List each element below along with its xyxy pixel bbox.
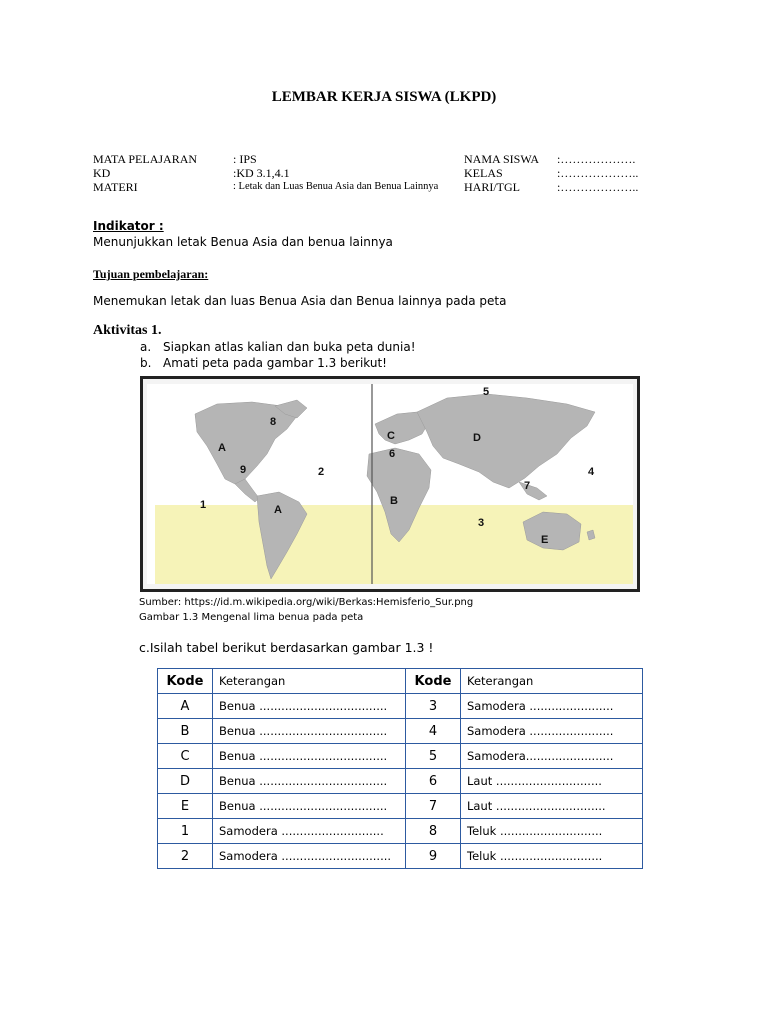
table-row bbox=[158, 719, 643, 744]
answer-cell[interactable]: Laut ............................. bbox=[461, 769, 643, 794]
code-cell: E bbox=[158, 794, 213, 819]
map-label: D bbox=[473, 432, 481, 444]
code-cell: B bbox=[158, 719, 213, 744]
asia bbox=[417, 394, 595, 488]
code-cell: C bbox=[158, 744, 213, 769]
aktivitas-heading: Aktivitas 1. bbox=[93, 323, 162, 338]
answer-cell[interactable]: Laut .............................. bbox=[461, 794, 643, 819]
meta-label-subject: MATA PELAJARAN bbox=[93, 152, 198, 166]
table-header-row bbox=[158, 669, 643, 694]
tujuan-heading: Tujuan pembelajaran: bbox=[93, 267, 209, 281]
step-a bbox=[140, 340, 416, 354]
map-caption: Gambar 1.3 Mengenal lima benua pada peta bbox=[139, 612, 364, 623]
map-label: 6 bbox=[389, 448, 396, 460]
answer-cell[interactable]: Teluk ............................ bbox=[461, 819, 643, 844]
header-keterangan-left: Keterangan bbox=[213, 669, 406, 694]
meta-value-subject: : IPS bbox=[233, 152, 257, 166]
indikator-heading: Indikator : bbox=[93, 219, 164, 233]
map-label: 1 bbox=[200, 499, 207, 511]
answer-table bbox=[157, 668, 643, 869]
answer-cell[interactable]: Samodera........................ bbox=[461, 744, 643, 769]
answer-cell[interactable]: Benua ................................... bbox=[213, 794, 406, 819]
map-label: 8 bbox=[270, 416, 277, 428]
table-row bbox=[158, 844, 643, 869]
answer-cell[interactable]: Benua ................................... bbox=[213, 719, 406, 744]
meta-label-materi: MATERI bbox=[93, 180, 138, 194]
code-cell: 9 bbox=[406, 844, 461, 869]
header-kode-right: Kode bbox=[406, 669, 461, 694]
map-label: A bbox=[218, 442, 226, 454]
answer-cell[interactable]: Samodera .............................. bbox=[213, 844, 406, 869]
meta-value-date: :……………….. bbox=[557, 180, 639, 194]
world-map-drawing bbox=[147, 384, 633, 584]
code-cell: 7 bbox=[406, 794, 461, 819]
meta-label-date: HARI/TGL bbox=[464, 180, 520, 194]
code-cell: 2 bbox=[158, 844, 213, 869]
answer-cell[interactable]: Teluk ............................ bbox=[461, 844, 643, 869]
map-source: Sumber: https://id.m.wikipedia.org/wiki/Berkas:Hemisferio_Sur.png bbox=[139, 597, 474, 608]
step-a-marker: a. bbox=[140, 340, 152, 354]
answer-cell[interactable]: Samodera ....................... bbox=[461, 719, 643, 744]
map-label: 2 bbox=[318, 466, 325, 478]
answer-cell[interactable]: Samodera ....................... bbox=[461, 694, 643, 719]
answer-cell[interactable]: Benua ................................... bbox=[213, 694, 406, 719]
header-kode-left: Kode bbox=[158, 669, 213, 694]
step-b-marker: b. bbox=[140, 356, 152, 370]
map-label: 5 bbox=[483, 386, 490, 398]
central-america bbox=[235, 479, 259, 502]
meta-value-kd: :KD 3.1,4.1 bbox=[233, 166, 290, 180]
meta-label-name: NAMA SISWA bbox=[464, 152, 540, 166]
table-row bbox=[158, 744, 643, 769]
meta-value-name: :………………. bbox=[557, 152, 636, 166]
map-label: 9 bbox=[240, 464, 247, 476]
code-cell: 8 bbox=[406, 819, 461, 844]
step-a-text: Siapkan atlas kalian dan buka peta dunia! bbox=[163, 340, 416, 354]
code-cell: 5 bbox=[406, 744, 461, 769]
code-cell: 4 bbox=[406, 719, 461, 744]
answer-cell[interactable]: Samodera ............................ bbox=[213, 819, 406, 844]
code-cell: A bbox=[158, 694, 213, 719]
table-instruction: c.Isilah tabel berikut berdasarkan gambar 1.3 ! bbox=[139, 640, 434, 655]
meta-value-materi: : Letak dan Luas Benua Asia dan Benua Lainnya bbox=[233, 181, 439, 192]
tujuan-text: Menemukan letak dan luas Benua Asia dan Benua lainnya pada peta bbox=[93, 294, 507, 308]
answer-cell[interactable]: Benua ................................... bbox=[213, 769, 406, 794]
step-b bbox=[140, 356, 387, 370]
map-label: C bbox=[387, 430, 395, 442]
table-row bbox=[158, 694, 643, 719]
code-cell: 1 bbox=[158, 819, 213, 844]
meta-value-class: :……………….. bbox=[557, 166, 639, 180]
step-b-text: Amati peta pada gambar 1.3 berikut! bbox=[163, 356, 387, 370]
map-label: E bbox=[541, 534, 549, 546]
meta-right bbox=[464, 152, 638, 194]
map-label: 4 bbox=[588, 466, 595, 478]
answer-cell[interactable]: Benua ................................... bbox=[213, 744, 406, 769]
code-cell: D bbox=[158, 769, 213, 794]
indikator-text: Menunjukkan letak Benua Asia dan benua lainnya bbox=[93, 235, 393, 249]
code-cell: 6 bbox=[406, 769, 461, 794]
world-map bbox=[147, 384, 633, 584]
header-keterangan-right: Keterangan bbox=[461, 669, 643, 694]
meta-label-kd: KD bbox=[93, 166, 111, 180]
table-row bbox=[158, 769, 643, 794]
table-row bbox=[158, 819, 643, 844]
code-cell: 3 bbox=[406, 694, 461, 719]
meta-left bbox=[93, 152, 438, 194]
table-row bbox=[158, 794, 643, 819]
map-label: 3 bbox=[478, 517, 485, 529]
map-label: B bbox=[390, 495, 398, 507]
page-title: LEMBAR KERJA SISWA (LKPD) bbox=[271, 89, 497, 105]
meta-label-class: KELAS bbox=[464, 166, 503, 180]
map-label: 7 bbox=[524, 480, 531, 492]
map-label: A bbox=[274, 504, 282, 516]
world-map-figure bbox=[140, 376, 640, 592]
